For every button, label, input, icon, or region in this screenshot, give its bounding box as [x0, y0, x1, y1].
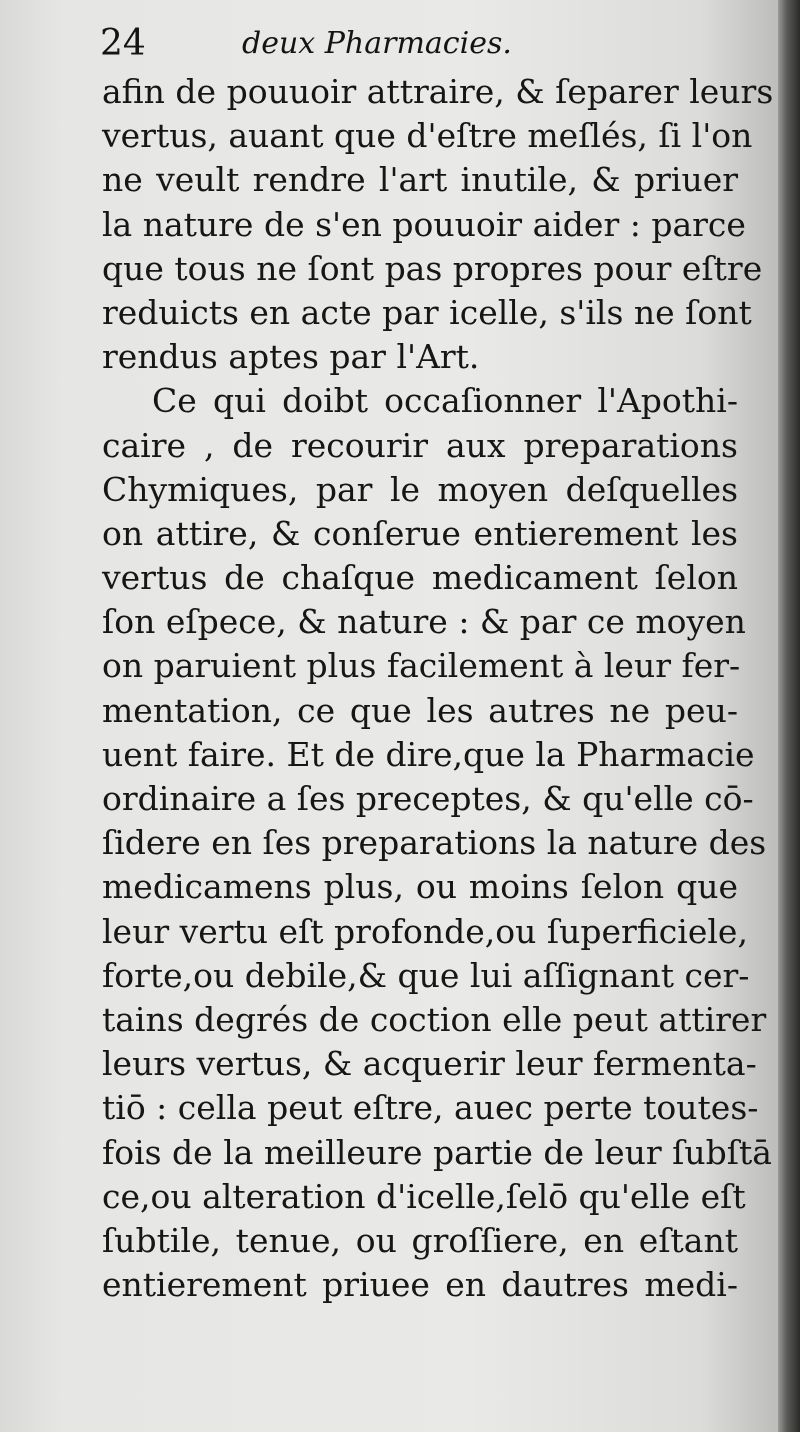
text-line: caire , de recourir aux preparations [102, 425, 738, 465]
text-line: on attire, & conſerue entierement les [102, 513, 738, 553]
text-line: afin de pouuoir attraire, & ſeparer leurs [102, 72, 774, 111]
text-line: Chymiques, par le moyen deſquelles [102, 469, 738, 509]
text-line: la nature de s'en pouuoir aider : parce [102, 204, 746, 244]
running-head: deux Pharmacies. [242, 26, 512, 61]
text-line: que tous ne ſont pas propres pour eſtre [102, 248, 763, 288]
text-line: ſidere en ſes preparations la nature des [102, 823, 767, 863]
text-line: entierement priuee en dautres medi- [102, 1265, 738, 1305]
text-line: mentation, ce que les autres ne peu- [102, 690, 738, 730]
text-line: leur vertu eſt profonde,ou ſuperficiele, [102, 911, 748, 951]
text-line: leurs vertus, & acquerir leur fermenta- [102, 1044, 757, 1084]
text-line: Ce qui doibt occaſionner l'Apothi- [152, 381, 738, 421]
text-line: on paruient plus facilement à leur fer- [102, 646, 741, 686]
text-line: ſon eſpece, & nature : & par ce moyen [102, 602, 746, 642]
page-header [100, 18, 740, 68]
text-line: medicamens plus, ou moins ſelon que [102, 867, 738, 907]
text-line: reduicts en acte par icelle, s'ils ne ſont [102, 292, 752, 332]
text-line: rendus aptes par l'Art. [102, 337, 480, 377]
text-line: ne veult rendre l'art inutile, & priuer [102, 160, 738, 200]
text-line: fois de la meilleure partie de leur ſubſtā [102, 1132, 772, 1172]
page-number: 24 [100, 23, 146, 64]
text-line: tiō : cella peut eſtre, auec perte toutes- [102, 1088, 759, 1128]
body-text [102, 70, 774, 1307]
text-line: ce,ou alteration d'icelle,ſelō qu'elle eſt [102, 1176, 746, 1216]
book-gutter [778, 0, 800, 1432]
text-line: uent faire. Et de dire,que la Pharmacie [102, 734, 755, 774]
text-line: vertus de chaſque medicament ſelon [102, 558, 738, 598]
text-line: vertus, auant que d'eſtre meſlés, ſi l'on [102, 116, 753, 156]
text-line: ſubtile, tenue, ou groſſiere, en eſtant [102, 1220, 738, 1260]
text-line: forte,ou debile,& que lui aſſignant cer- [102, 955, 750, 995]
text-line: ordinaire a ſes preceptes, & qu'elle cō- [102, 779, 754, 818]
text-line: tains degrés de coction elle peut attirer [102, 999, 767, 1039]
